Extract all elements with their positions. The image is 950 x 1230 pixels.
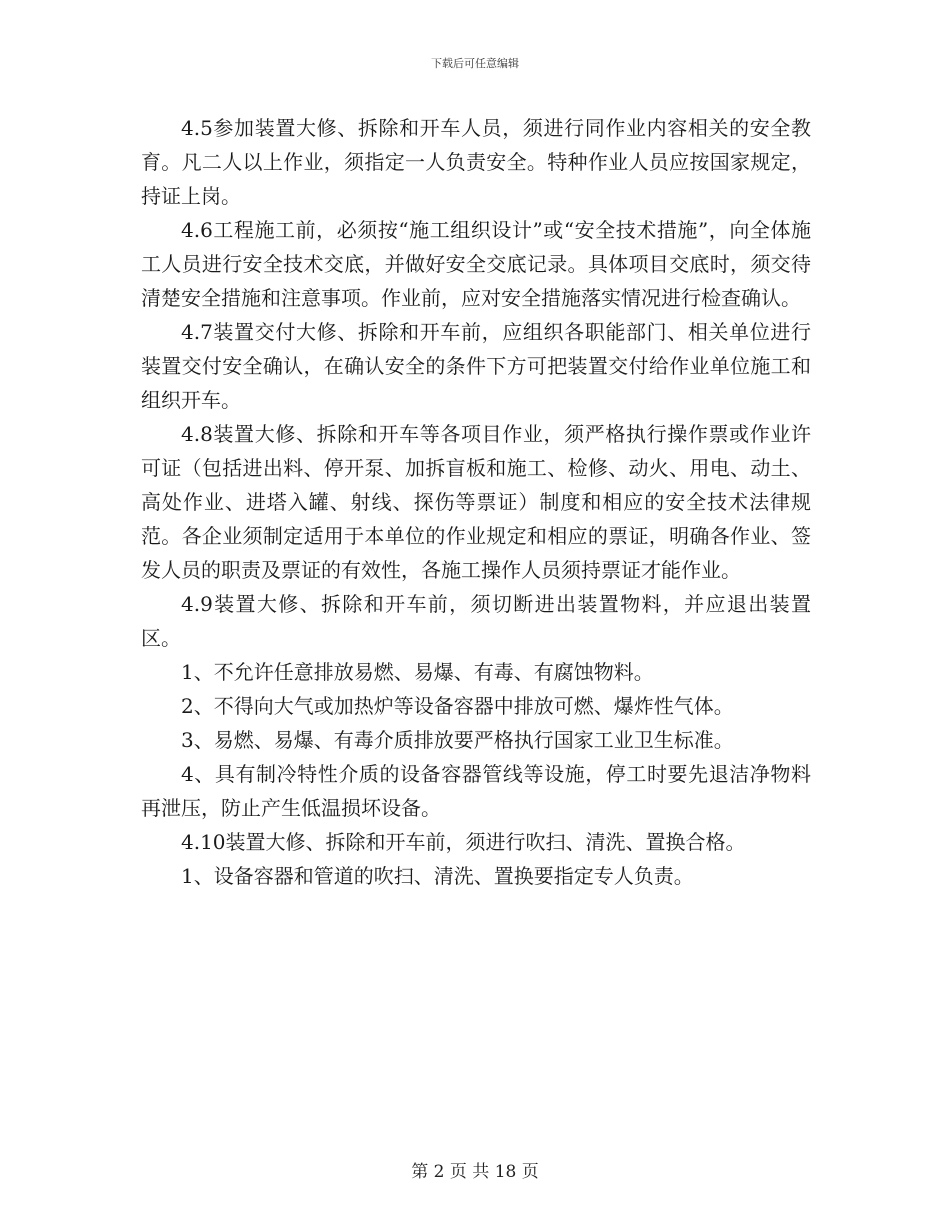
paragraph-4-7: 4.7装置交付大修、拆除和开车前，应组织各职能部门、相关单位进行装置交付安全确认，在确认安全的条件下方可把装置交付给作业单位施工和组织开车。 (141, 320, 811, 412)
list-item-4-9-1: 1、不允许任意排放易燃、易爆、有毒、有腐蚀物料。 (181, 660, 654, 684)
paragraph-4-5: 4.5参加装置大修、拆除和开车人员，须进行同作业内容相关的安全教育。凡二人以上作业，须指定一人负责安全。特种作业人员应按国家规定，持证上岗。 (141, 116, 811, 208)
document-body (141, 111, 811, 893)
list-item-4-10-1: 1、设备容器和管道的吹扫、清洗、置换要指定专人负责。 (181, 864, 694, 888)
paragraph-4-9: 4.9装置大修、拆除和开车前，须切断进出装置物料，并应退出装置区。 (141, 592, 811, 650)
paragraph-4-6: 4.6工程施工前，必须按“施工组织设计”或“安全技术措施”，向全体施工人员进行安全技术交底，并做好安全交底记录。具体项目交底时，须交待清楚安全措施和注意事项。作业前，应对安全措施落实情况进行检查确认。 (141, 218, 811, 310)
page-number: 第 2 页 共 18 页 (411, 1162, 539, 1182)
paragraph-4-8: 4.8装置大修、拆除和开车等各项目作业，须严格执行操作票或作业许可证（包括进出料、停开泵、加拆盲板和施工、检修、动火、用电、动土、高处作业、进塔入罐、射线、探伤等票证）制度和相应的安全技术法律规范。各企业须制定适用于本单位的作业规定和相应的票证，明确各作业、签发人员的职责及票证的有效性，各施工操作人员须持票证才能作业。 (141, 422, 811, 582)
list-item-4-9-2: 2、不得向大气或加热炉等设备容器中排放可燃、爆炸性气体。 (181, 694, 734, 718)
header-note: 下载后可任意编辑 (431, 57, 519, 70)
list-item-4-9-3: 3、易燃、易爆、有毒介质排放要严格执行国家工业卫生标准。 (181, 728, 734, 752)
list-item-4-9-4: 4、具有制冷特性介质的设备容器管线等设施，停工时要先退洁净物料再泄压，防止产生低温损坏设备。 (141, 762, 811, 820)
paragraph-4-10: 4.10装置大修、拆除和开车前，须进行吹扫、清洗、置换合格。 (181, 830, 746, 854)
